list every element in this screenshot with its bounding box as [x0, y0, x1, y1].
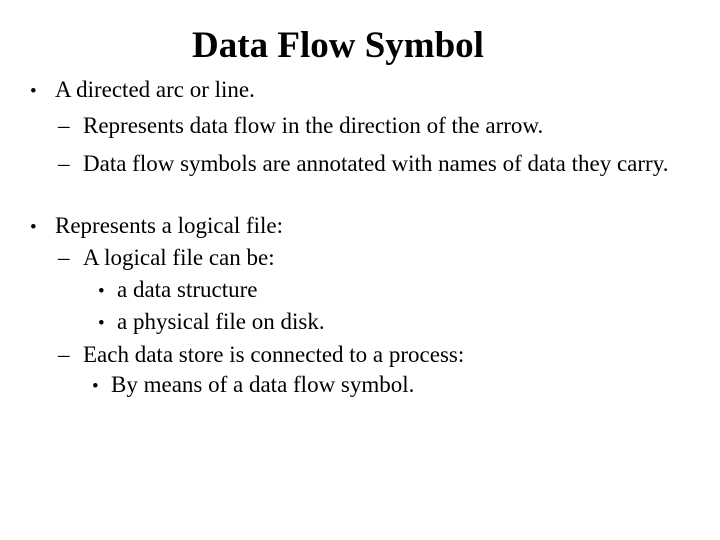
sub-item-1-1: Represents data flow in the direction of the arrow. — [83, 113, 544, 138]
sub-item-2-2: Each data store is connected to a process: — [83, 342, 465, 367]
dash-marker: – — [58, 342, 70, 367]
bullet-marker: • — [98, 313, 105, 334]
bullet-marker: • — [92, 376, 99, 397]
bullet-item-2: Represents a logical file: — [55, 213, 284, 238]
sub-sub-item-2-2-1: By means of a data flow symbol. — [111, 372, 415, 397]
dash-marker: – — [58, 113, 70, 138]
dash-marker: – — [58, 245, 70, 270]
slide-title: Data Flow Symbol — [192, 25, 484, 66]
sub-sub-item-2-1-2: a physical file on disk. — [117, 309, 325, 334]
sub-item-2-1: A logical file can be: — [83, 245, 275, 270]
bullet-marker: • — [98, 281, 105, 302]
sub-item-1-2: Data flow symbols are annotated with names of data they carry. — [83, 151, 669, 176]
dash-marker: – — [58, 151, 70, 176]
bullet-item-1: A directed arc or line. — [55, 77, 255, 102]
sub-sub-item-2-1-1: a data structure — [117, 277, 258, 302]
bullet-marker: • — [30, 217, 37, 238]
bullet-marker: • — [30, 81, 37, 102]
